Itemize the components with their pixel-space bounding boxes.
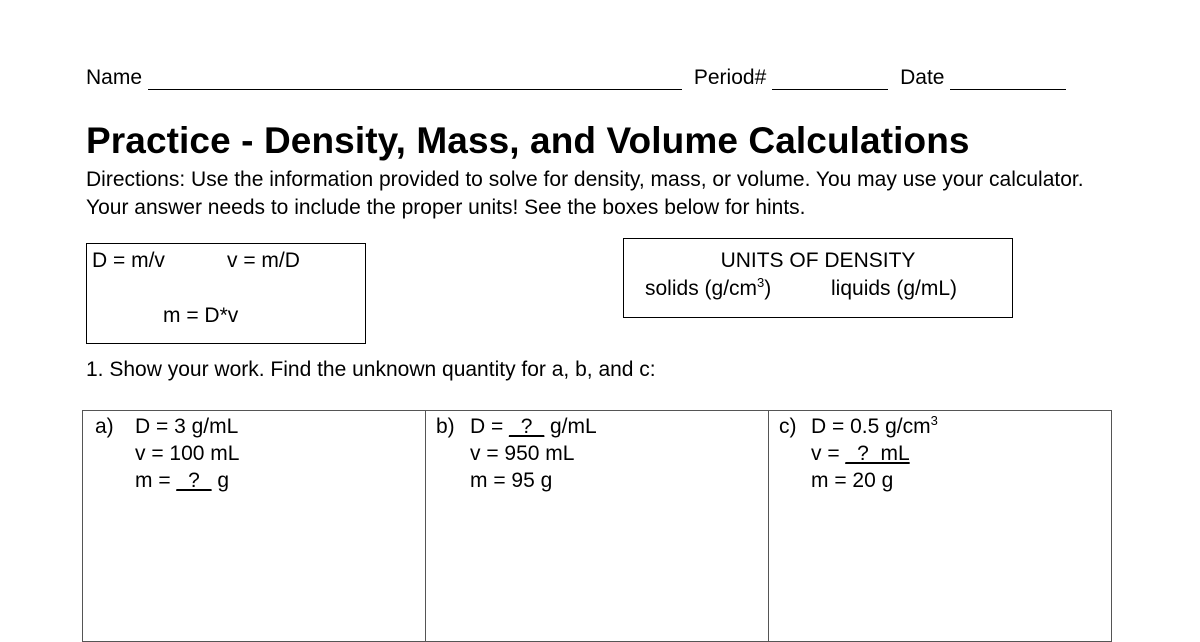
problem-a-volume: v = 100 mL	[135, 442, 240, 465]
problem-a[interactable]	[83, 411, 426, 641]
density-formula: D = m/v	[92, 249, 165, 272]
problem-b-volume: v = 950 mL	[470, 442, 575, 465]
problem-c-volume: v = _?_mL	[811, 442, 910, 465]
problem-a-density: D = 3 g/mL	[135, 415, 239, 438]
problem-b-mass: m = 95 g	[470, 469, 553, 492]
student-info-header	[86, 66, 1066, 90]
name-label: Name	[86, 66, 143, 89]
problem-c-letter: c)	[779, 415, 797, 438]
formula-box	[86, 243, 366, 344]
mass-formula: m = D*v	[163, 304, 239, 327]
problem-c-mass: m = 20 g	[811, 469, 894, 492]
date-label: Date	[900, 66, 945, 89]
units-of-density-box	[623, 238, 1013, 318]
problem-c-density: D = 0.5 $g/cm^3$	[811, 413, 938, 438]
problem-a-letter: a)	[95, 415, 114, 438]
directions-text: Directions: Use the information provided to solve for density, mass, or volume. You may use your calculator. Your answer needs to include the proper units! See the boxes below for hints.	[86, 168, 1084, 219]
problem-c[interactable]	[769, 411, 1111, 641]
volume-formula: v = m/D	[227, 249, 300, 272]
question-1-text: 1. Show your work. Find the unknown quantity for a, b, and c:	[86, 358, 656, 381]
page-title: Practice - Density, Mass, and Volume Calculations	[86, 120, 970, 161]
name-field[interactable]	[148, 67, 682, 90]
units-box-title: UNITS OF DENSITY	[720, 249, 916, 272]
problems-table	[82, 410, 1112, 642]
date-field[interactable]	[950, 67, 1066, 90]
problem-a-mass: m = _?_ g	[135, 469, 229, 492]
period-label: Period#	[693, 66, 767, 89]
period-field[interactable]	[772, 67, 888, 90]
solids-units: solids $(g/cm^3)$	[645, 275, 772, 300]
liquids-units: liquids (g/mL)	[831, 277, 958, 300]
problem-b-letter: b)	[436, 415, 455, 438]
problem-b-density: D = _?_ g/mL	[470, 415, 597, 438]
problem-b[interactable]	[426, 411, 769, 641]
